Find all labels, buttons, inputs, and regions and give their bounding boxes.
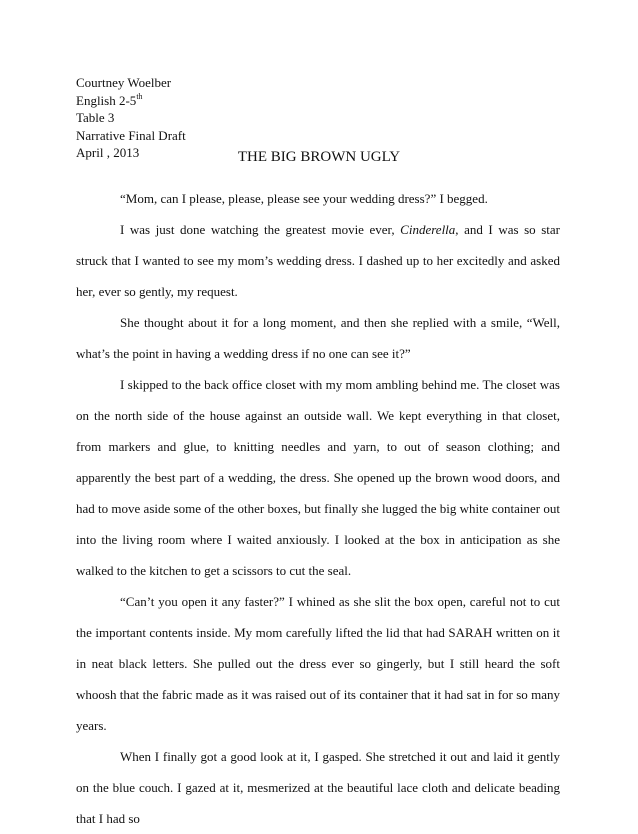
assignment-name: Narrative Final Draft [76, 127, 186, 143]
paragraph-text: I was just done watching the greatest movie ever, [120, 222, 401, 237]
date: April , 2013 [76, 145, 140, 160]
class-name [76, 92, 186, 110]
essay-title: THE BIG BROWN UGLY [237, 149, 401, 165]
paragraph: “Mom, can I please, please, please see your wedding dress?” I begged. [120, 191, 488, 206]
movie-title: Cinderella [400, 222, 456, 237]
paragraph [76, 214, 560, 307]
paragraph-text: , and I was so star struck that I wanted to see my mom’s wedding dress. I dashed up to her excitedly and asked her, ever so gently, my request. [76, 222, 560, 299]
paragraph: She thought about it for a long moment, and then she replied with a smile, “Well, what’s the point in having a wedding dress if no one can see it?” [76, 315, 560, 361]
essay-body [76, 183, 560, 834]
paragraph: I skipped to the back office closet with my mom ambling behind me. The closet was on the north side of the house against an outside wall. We kept everything in that closet, from markers and glue, to knitting needles and yarn, to out of season clothing; and apparently the best part of a wedding, the dress. She opened up the brown wood doors, and had to move aside some of the other boxes, but finally she lugged the big white container out into the living room where I waited anxiously. I looked at the box in anticipation as she walked to the kitchen to get a scissors to cut the seal. [76, 377, 560, 578]
paragraph: “Can’t you open it any faster?” I whined as she slit the box open, careful not to cut the important contents inside. My mom carefully lifted the lid that had SARAH written on it in neat black letters. She pulled out the dress ever so gingerly, but I still heard the soft whoosh that the fabric made as it was raised out of its container that it had sat in for so many years. [76, 594, 560, 733]
table-number: Table 3 [76, 110, 115, 125]
paragraph: When I finally got a good look at it, I gasped. She stretched it out and laid it gently on the blue couch. I gazed at it, mesmerized at the beautiful lace cloth and delicate beading that I had so [76, 749, 560, 826]
author-name: Courtney Woelber [76, 75, 172, 90]
class-name-text: English 2-5 [76, 92, 137, 108]
class-name-superscript: th [136, 91, 143, 101]
